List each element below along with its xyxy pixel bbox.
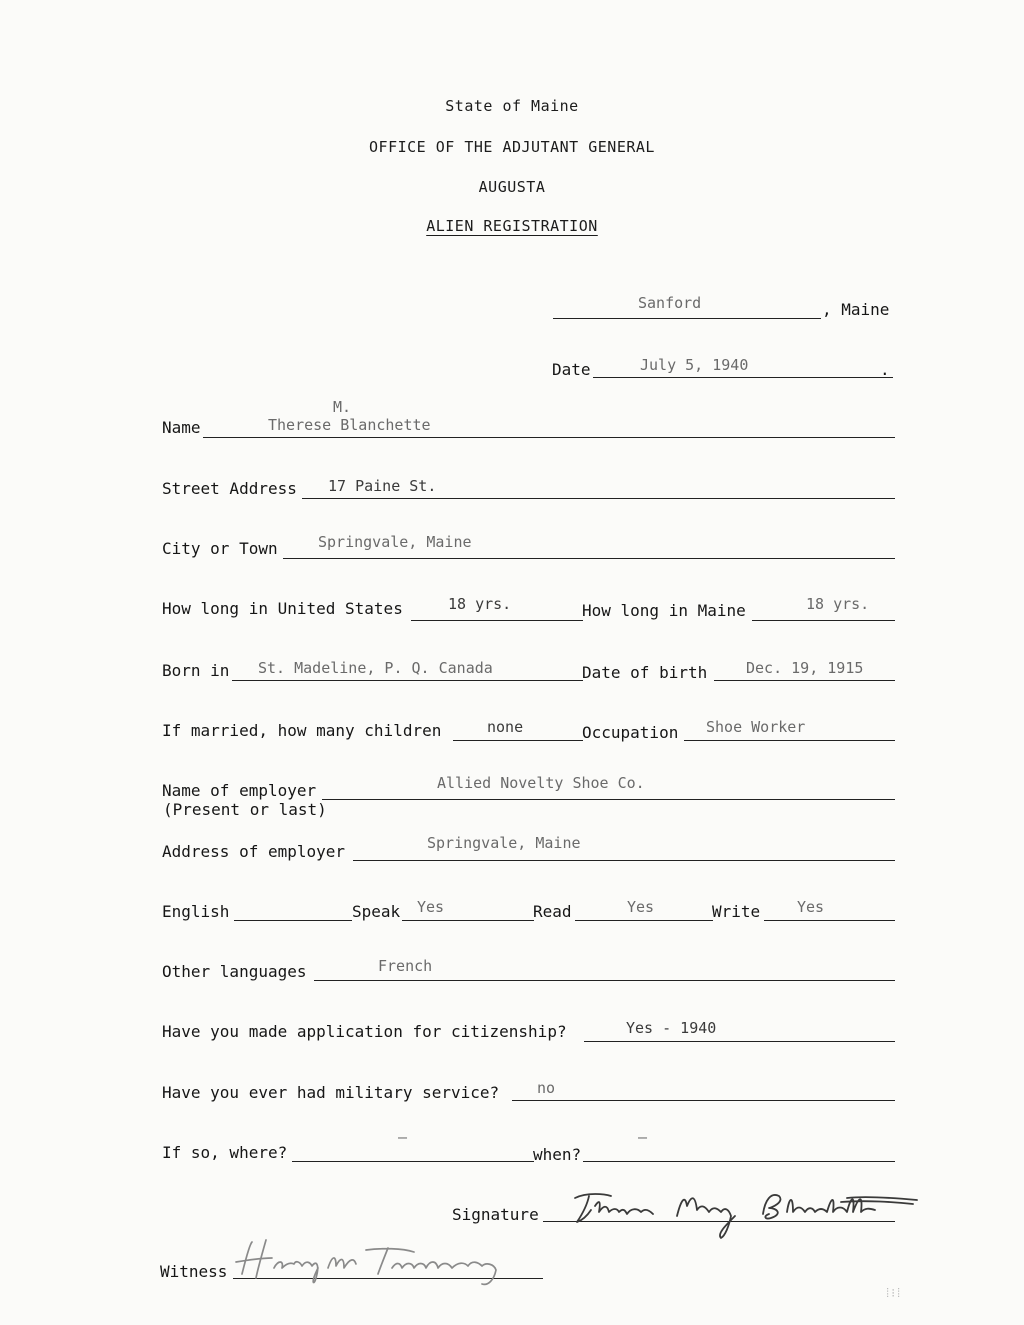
how-long-maine-value: 18 yrs. <box>806 595 870 613</box>
military-line <box>512 1100 895 1101</box>
name-label: Name <box>162 418 201 437</box>
employer-address-value: Springvale, Maine <box>427 834 581 852</box>
street-label: Street Address <box>162 479 297 498</box>
occupation-value: Shoe Worker <box>706 718 806 736</box>
date-end: . <box>880 360 890 379</box>
state-heading: State of Maine <box>445 97 579 115</box>
name-line <box>203 437 895 438</box>
other-languages-line <box>314 980 895 981</box>
born-in-label: Born in <box>162 661 230 680</box>
employer-sublabel: (Present or last) <box>163 800 327 819</box>
signature-label: Signature <box>452 1205 539 1224</box>
signature-handwriting <box>565 1186 925 1246</box>
where-line <box>292 1161 534 1162</box>
military-value: no <box>537 1079 556 1097</box>
english-label: English <box>162 902 230 921</box>
citizenship-value: Yes - 1940 <box>626 1019 717 1037</box>
citizenship-label: Have you made application for citizenship? <box>162 1022 567 1041</box>
how-long-us-label: How long in United States <box>162 599 403 618</box>
military-label: Have you ever had military service? <box>162 1083 500 1102</box>
read-line <box>575 920 713 921</box>
speak-label: Speak <box>352 902 401 921</box>
write-label: Write <box>712 902 761 921</box>
english-line <box>234 920 352 921</box>
other-languages-value: French <box>378 957 433 975</box>
employer-value: Allied Novelty Shoe Co. <box>437 774 645 792</box>
read-label: Read <box>533 902 572 921</box>
date-label: Date <box>552 360 591 379</box>
how-long-us-line <box>411 620 583 621</box>
city-town-value: Springvale, Maine <box>318 533 472 551</box>
name-value: Therese Blanchette <box>268 416 431 434</box>
street-line <box>302 498 895 499</box>
dob-value: Dec. 19, 1915 <box>746 659 864 677</box>
date-line <box>593 377 893 378</box>
city-heading: AUGUSTA <box>478 178 546 196</box>
place-line <box>553 318 821 319</box>
write-line <box>764 920 895 921</box>
city-town-label: City or Town <box>162 539 278 558</box>
form-title: ALIEN REGISTRATION <box>426 217 598 235</box>
employer-address-label: Address of employer <box>162 842 346 861</box>
speak-value: Yes <box>417 898 445 916</box>
born-in-value: St. Madeline, P. Q. Canada <box>258 659 493 677</box>
dob-label: Date of birth <box>582 663 708 682</box>
office-heading: OFFICE OF THE ADJUTANT GENERAL <box>369 138 655 156</box>
how-long-maine-line <box>752 620 895 621</box>
speak-line <box>402 920 534 921</box>
place-value: Sanford <box>638 294 702 312</box>
corner-mark: ⁞⁝⁞ <box>884 1286 903 1300</box>
where-label: If so, where? <box>162 1143 288 1162</box>
street-value: 17 Paine St. <box>328 477 437 495</box>
how-long-us-value: 18 yrs. <box>448 595 512 613</box>
read-value: Yes <box>627 898 655 916</box>
children-value: none <box>487 718 524 736</box>
occupation-label: Occupation <box>582 723 679 742</box>
employer-label: Name of employer <box>162 781 317 800</box>
write-value: Yes <box>797 898 825 916</box>
where-value: — <box>398 1128 408 1146</box>
citizenship-line <box>584 1041 895 1042</box>
occupation-line <box>684 740 895 741</box>
middle-initial: M. <box>333 398 352 416</box>
other-languages-label: Other languages <box>162 962 307 981</box>
dob-line <box>714 680 895 681</box>
children-label: If married, how many children <box>162 721 442 740</box>
when-label: when? <box>533 1145 582 1164</box>
when-value: — <box>638 1128 648 1146</box>
witness-handwriting <box>232 1234 532 1294</box>
employer-address-line <box>353 860 895 861</box>
city-town-line <box>283 558 895 559</box>
born-in-line <box>232 680 583 681</box>
how-long-maine-label: How long in Maine <box>582 601 746 620</box>
witness-label: Witness <box>160 1262 228 1281</box>
date-value: July 5, 1940 <box>640 356 749 374</box>
when-line <box>583 1161 895 1162</box>
employer-line <box>322 799 895 800</box>
place-suffix: , Maine <box>822 300 890 319</box>
children-line <box>453 740 583 741</box>
